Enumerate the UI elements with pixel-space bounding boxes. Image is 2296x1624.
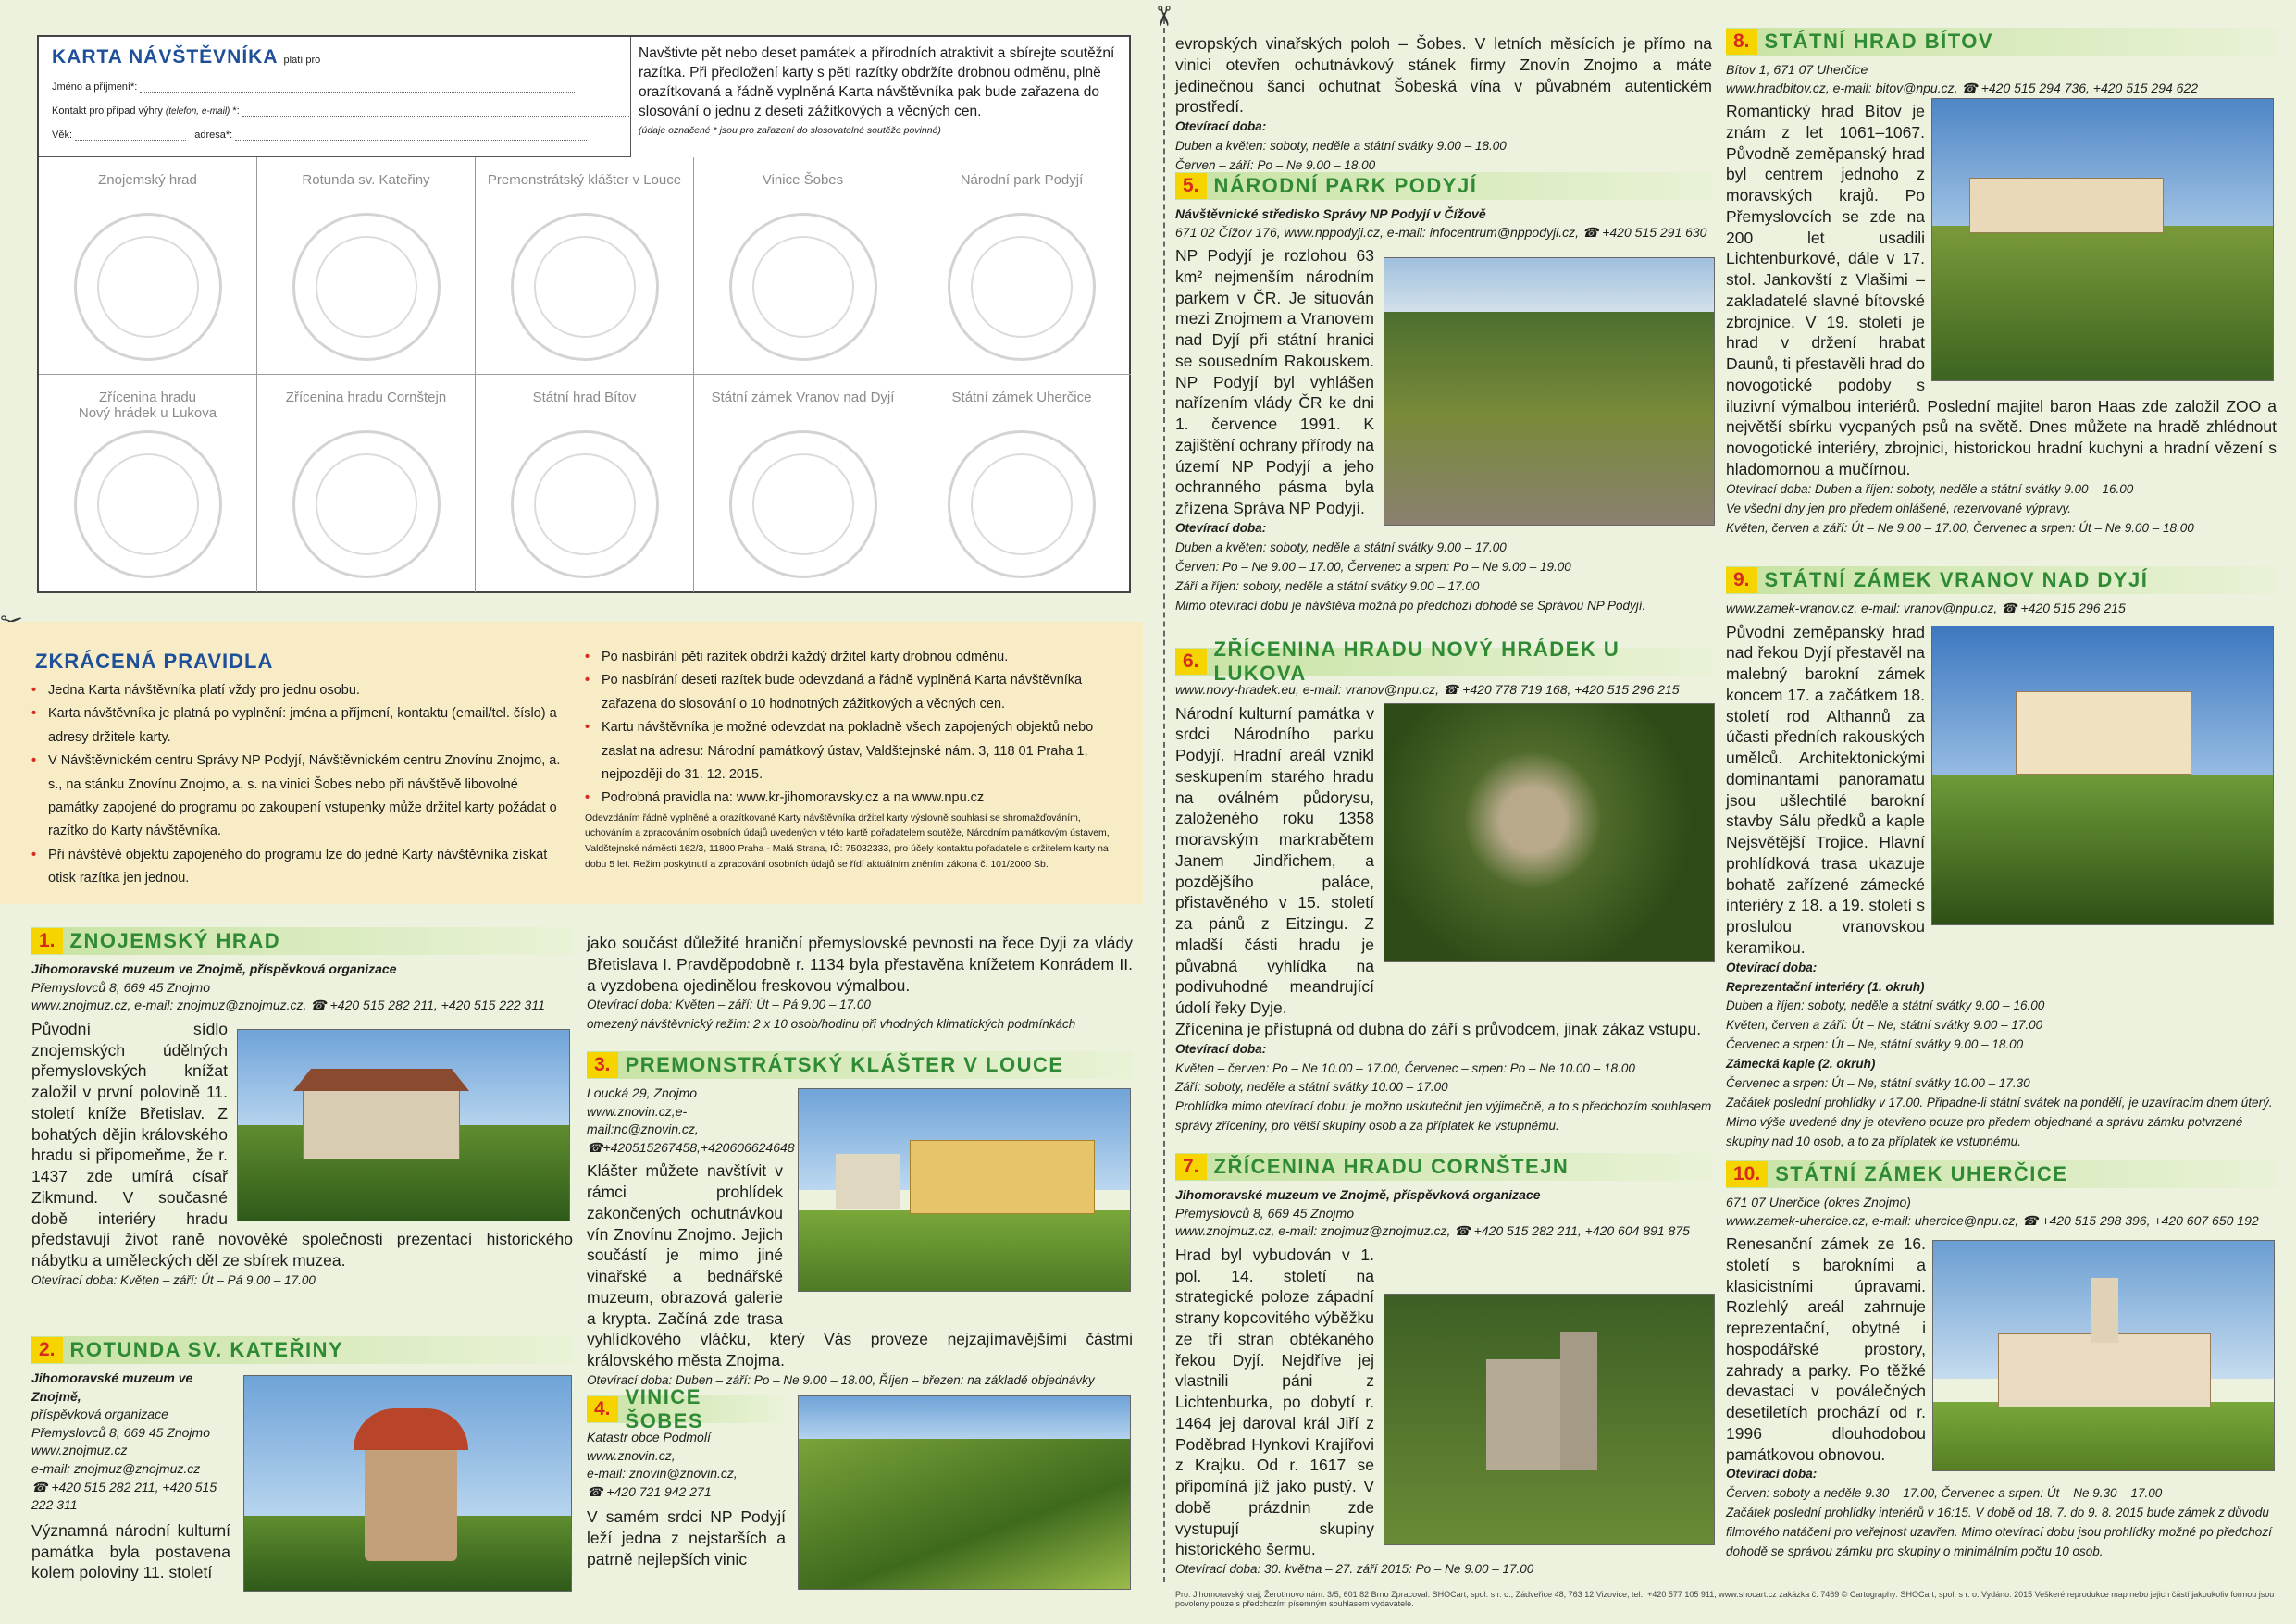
stamp-label: Vinice Šobes [762,172,844,188]
description: V samém srdci NP Podyjí leží jedna z nejstarších a patrně nejlepších vinic [587,1507,786,1568]
opening-hours: Otevírací doba: Duben – září: Po – Ne 9.00 – 18.00, Říjen – březen: na základě objednávky [587,1372,1095,1387]
hours-line: Začátek poslední prohlídky v 17.00. Připadne-li státní svátek na pondělí, je uzavíracím dnem úterý. Mimo výše uvedené dny je otevřeno pouze pro předem objednané a správu zámku potvrzené skupiny nad 10 osob, a to za příplatek ke vstupnému. [1726,1096,2273,1148]
phone: ☎ +420 721 942 271 [587,1483,712,1499]
photo-vranov [1931,626,2274,925]
hours-line: Září a říjen: soboty, neděle a státní svátky 9.00 – 17.00 [1175,578,1480,593]
opening-hours: Otevírací doba: Květen – září: Út – Pá 9.00 – 17.00 [587,998,871,1012]
intro-text: Navštivte pět nebo deset památek a přírodních atraktivit a sbírejte soutěžní razítka. Při předložení karty s pěti razítky obdržíte drobnou odměnu, plně orazítkovaná a řádně vyplněná Karta návštěvníka pak bude zařazena do slosování o jednu z deseti zážitkových a věcných cen. [639,45,1115,119]
hours-line: Zámecká kaple (2. okruh) [1726,1057,1876,1072]
stamp-icon [292,213,441,361]
stamp-box[interactable] [694,157,912,375]
stamp-box[interactable] [476,157,694,375]
address: Loucká 29, Znojmo [587,1085,698,1100]
hours-line: Červen: Po – Ne 9.00 – 17.00, Červenec a srpen: Po – Ne 9.00 – 19.00 [1175,559,1571,574]
opening-note: omezený návštěvnický režim: 2 x 10 osob/hodinu při vhodných klimatických podmínkách [587,1017,1076,1032]
section-title [1175,172,1712,200]
rule-item: • Kartu návštěvníka je možné odevzdat na pokladně všech zapojených objektů nebo zaslat na adresu: Národní památkový ústav, Valdštejnské nám. 3, 118 01 Praha 1, nejpozději do 31. 12. 2015. [585,716,1129,787]
section-name: NÁRODNÍ PARK PODYJÍ [1213,174,1478,197]
section-name: VINICE ŠOBES [625,1385,704,1432]
photo-novy-hradek [1384,703,1715,962]
description-text: Romantický hrad Bítov je znám z let 1061–1067. Původně zeměpanský hrad byl centrem jednoho z moravských krajů. Po Přemyslovcích se zde na 200 let usadili Lichtenburkové, dále v 17. stol. Jankovští z Vlašimi – zakladatelé slavné bítovské zbrojnice. V 19. století je hrad v držení hrabat Daunů, ti přestavěli hrad do novogotické podoby s iluzivní výmalbou interiérů. Poslední majitel baron Haas zde založil ZOO a největší sbírku vycpaných psů na světě. Dnes můžete na hradě zhlédnout novogotické interiéry, zbrojnici, historickou hradní kuchyni a hradní vězení s hladomornou a mučírnou. [1726,102,2277,478]
stamp-label: Zřícenina hradu Cornštejn [285,390,447,405]
section-number: 8. [1726,29,1757,55]
org-text: Jihomoravské muzeum ve Znojmě, [31,1370,193,1404]
stamp-label: Státní hrad Bítov [532,390,637,405]
stamp-label: Státní zámek Uherčice [951,390,1092,405]
website-link[interactable]: www.znovin.cz, [587,1447,676,1463]
stamp-grid [39,157,1131,592]
photo-znojemsky-hrad [237,1029,570,1221]
address: Přemyslovců 8, 669 45 Znojmo [31,1424,210,1440]
stamp-icon [74,213,222,361]
stamp-box[interactable] [257,157,476,375]
photo-klaster [798,1088,1131,1292]
section-number: 6. [1175,649,1207,675]
section-name: STÁTNÍ HRAD BÍTOV [1764,30,1994,53]
card-title-suffix: platí pro [283,55,321,66]
photo-uhercice [1932,1240,2275,1471]
website-link[interactable]: www.znojmuz.cz [31,1443,128,1458]
rule-item: • Podrobná pravidla na: www.kr-jihomoravsky.cz a na www.npu.cz [585,787,1129,810]
rules-panel [0,622,1143,904]
email-link[interactable]: e-mail: znojmuz@znojmuz.cz [31,1460,201,1476]
age-label: Věk: [52,130,73,141]
section-title [31,927,573,955]
org-text: Návštěvnické středisko Správy NP Podyjí v Čížově [1175,206,1486,221]
age-address-field[interactable] [52,130,617,141]
contact-hint: (telefon, e-mail) [165,106,230,117]
visitor-card [37,35,1131,593]
phone: ☎+420515267458,+420606624648 [587,1139,795,1155]
stamp-box[interactable] [39,375,257,592]
opening-hours [1175,118,1712,176]
scissors-icon: ✂ [1148,4,1179,29]
hours-line: Červenec a srpen: Út – Ne, státní svátky 9.00 – 18.00 [1726,1037,2024,1052]
address: Katastr obce Podmolí [587,1430,711,1444]
opening-hours [1726,1465,2277,1562]
org-type: příspěvková organizace [31,1407,168,1422]
hours-line: Začátek poslední prohlídky interiérů v 16:15. V době od 18. 7. do 9. 8. 2015 bude zámek z důvodu filmového natáčení pro veřejnost uzavřen. Mimo otevírací dobu jsou prohlídky možné po předchozí dohodě se správou zámku pro skupiny o minimálním počtu 10 osob. [1726,1506,2272,1559]
contact[interactable]: www.zamek-vranov.cz, e-mail: vranov@npu.cz, ☎ +420 515 296 215 [1726,601,2126,615]
section-number: 5. [1175,173,1207,199]
contact-label: Kontakt pro případ výhry [52,105,163,117]
opening-hours [1175,1040,1712,1137]
hours-line: Květen – červen: Po – Ne 10.00 – 17.00, Červenec – srpen: Po – Ne 10.00 – 18.00 [1175,1060,1635,1075]
photo-bitov [1931,98,2274,381]
section-number: 9. [1726,567,1757,593]
description: NP Podyjí je rozlohou 63 km² nejmenším národním parkem v ČR. Je situován mezi Znojmem a Vranovem nad Dyjí při státní hranici se sousedním Rakouskem. NP Podyjí byl vyhlášen nařízením vlády ČR ke dni 1. července 1991. K zajištění ochrany přírody na území NP Podyjí a jeho ochranného pásma byla zřízena Správa NP Podyjí. [1175,246,1374,518]
section-title [1726,566,2277,594]
hours-label: Otevírací doba: [1175,119,1267,133]
name-label: Jméno a příjmení*: [52,81,138,93]
description: evropských vinařských poloh – Šobes. V letních měsících je přímo na vinici otevřen ochutnávkový stánek firmy Znovín Znojmo a máte jedinečnou šanci ochutnat Šobeská vína v půvabném autentickém prostředí. [1175,34,1712,117]
contact[interactable]: 671 02 Čížov 176, www.nppodyji.cz, e-mail: infocentrum@nppodyji.cz, ☎ +420 515 291 630 [1175,224,1707,240]
hours-line: Květen, červen a září: Út – Ne, státní svátky 9.00 – 17.00 [1726,1018,2043,1033]
description-text: Klášter můžete navštívit v rámci prohlídek zakončených ochutnávkou vín Znovínu Znojmo. Jejich součástí je mimo jiné vinařské a bednářské muzeum, obrazová galerie a krypta. Začíná zde trasa vyhlídkového vláčku, který Vás proveze nejzajímavějšími částmi královského města Znojma. [587,1161,1133,1370]
hours-line: Duben a říjen: soboty, neděle a státní svátky 9.00 – 16.00 [1726,998,2045,1013]
stamp-label: Znojemský hrad [98,172,197,188]
card-form [39,37,631,157]
rule-item: • Jedna Karta návštěvníka platí vždy pro jednu osobu. [31,679,568,702]
contact[interactable]: www.novy-hradek.eu, e-mail: vranov@npu.cz, ☎ +420 778 719 168, +420 515 296 215 [1175,682,1680,697]
contact[interactable]: www.zamek-uhercice.cz, e-mail: uhercice@npu.cz, ☎ +420 515 298 396, +420 607 650 192 [1726,1212,2259,1228]
section-number: 7. [1175,1154,1207,1180]
rule-item: • Při návštěvě objektu zapojeného do programu lze do jedné Karty návštěvníka získat otisk razítka jen jednou. [31,844,568,891]
opening-hours [1726,480,2277,539]
stamp-label: Státní zámek Vranov nad Dyjí [711,390,895,405]
hours-line: Červenec a srpen: Út – Ne, státní svátky 10.00 – 17.30 [1726,1076,2030,1091]
description-text: Původní sídlo znojemských údělných přemyslovských knížat založil v první polovině 11. století kníže Břetislav. Z bohatých dějin královského hradu si připomeňme, že r. 1437 zde umírá císař Zikmund. V současné době interiéry hradu představují život raně novověké společnosti prezentací historického nábytku a uměleckých děl ze sbírek muzea. [31,1019,573,1271]
hours-label: Otevírací doba: [1726,960,1818,974]
hours-line: Září: soboty, neděle a státní svátky 10.00 – 17.00 [1175,1080,1448,1095]
section-title [1175,638,1712,685]
section-name: ZNOJEMSKÝ HRAD [69,929,281,952]
org-text: Jihomoravské muzeum ve Znojmě, příspěvková organizace [1175,1187,1541,1202]
stamp-label: Rotunda sv. Kateřiny [302,172,430,188]
rules-title: ZKRÁCENÁ PRAVIDLA [35,650,274,673]
hours-line: Červen: soboty a neděle 9.30 – 17.00, Červenec a srpen: Út – Ne 9.30 – 17.00 [1726,1486,2163,1501]
card-title: KARTA NÁVŠTĚVNÍKA [52,46,279,68]
opening-hours: Otevírací doba: 30. května – 27. září 2015: Po – Ne 9.00 – 17.00 [1175,1562,1534,1577]
hours-label: Otevírací doba: [1726,1467,1818,1481]
section-number: 3. [587,1052,618,1078]
contact[interactable]: www.znojmuz.cz, e-mail: znojmuz@znojmuz.cz, ☎ +420 515 282 211, +420 604 891 875 [1175,1223,1690,1239]
stamp-box[interactable] [257,375,476,592]
section-name: ZŘÍCENINA HRADU NOVÝ HRÁDEK U LUKOVA [1213,638,1620,685]
rule-item: • V Návštěvnickém centru Správy NP Podyjí, Návštěvnickém centru Znovínu Znojmo, a. s., na stánku Znovínu Znojmo, a. s. na vinici Šobes nebo při návštěvě libovolné památky zapojené do programu po zakoupení vstupenky může držitel karty požádat o razítko do Karty návštěvníka. [31,750,568,844]
stamp-icon [948,430,1096,578]
stamp-label: Zřícenina hradu Nový hrádek u Lukova [78,390,217,421]
contact[interactable]: www.znojmuz.cz, e-mail: znojmuz@znojmuz.cz, ☎ +420 515 282 211, +420 515 222 311 [31,998,545,1013]
section-title [1726,28,2277,56]
photo-np-podyji [1384,257,1715,526]
org [31,961,573,979]
photo-cornstejn [1384,1294,1715,1545]
vinice-continued [1175,33,1712,176]
stamp-label: Premonstrátský klášter v Louce [487,172,682,188]
contact-field[interactable]: Kontakt pro případ výhry (telefon, e-mail) *: [52,105,617,117]
stamp-label: Národní park Podyjí [960,172,1084,188]
address: Přemyslovců 8, 669 45 Znojmo [1175,1205,1354,1221]
section-name: PREMONSTRÁTSKÝ KLÁŠTER V LOUCE [625,1053,1064,1076]
hours-line: Ve všední dny jen pro předem ohlášené, rezervované výpravy. [1726,501,2071,515]
hours-line: Reprezentační interiéry (1. okruh) [1726,979,1925,994]
section-title [587,1385,783,1432]
address: 671 07 Uherčice (okres Znojmo) [1726,1195,1911,1209]
hours-label: Otevírací doba: [1175,1041,1267,1056]
section-number: 1. [31,928,63,954]
fold-line [1163,19,1165,1582]
rule-item: • Po nasbírání pěti razítek obdrží každý držitel karty drobnou odměnu. [585,646,1129,669]
section-number: 2. [31,1337,63,1363]
intro-note: (údaje označené * jsou pro zařazení do slosovatelné soutěže povinné) [639,124,941,136]
stamp-box[interactable] [912,375,1131,592]
hours-line: Mimo otevírací dobu je návštěva možná po předchozí dohodě se Správou NP Podyjí. [1175,598,1646,613]
description-text: Původní zeměpanský hrad nad řekou Dyjí přestavěl na malebný barokní zámek koncem 17. a začátkem 18. století rod Althannů za účasti předních rakouských umělců. Architektonickými dominantami panoramatu jsou ušlechtilé barokní stavby Sálu předků a kaple Nejsvětější Trojice. Hlavní prohlídková trasa ukazuje bohatě zařízené zámecké interiéry z 18. a 19. století s proslulou vranovskou keramikou. [1726,622,1925,957]
hours-line: Červen – září: Po – Ne 9.00 – 18.00 [1175,157,1376,172]
description: Renesanční zámek ze 16. století s barokními a klasicistními úpravami. Rozlehlý areál zahrnuje reprezentační, obytné i hospodářské prostory, zahrady a parky. Po těžké devastaci v poválečných desetiletích prochází od r. 1996 dlouhodobou památkovou obnovou. [1726,1234,1926,1464]
email-link[interactable]: e-mail: znovin@znovin.cz, [587,1466,738,1481]
website-link[interactable]: www.znovin.cz,e-mail:nc@znovin.cz, [587,1103,699,1137]
rotunda-continued [587,933,1133,1035]
section-title [587,1051,1133,1079]
card-intro [639,44,1129,137]
address-label: adresa*: [194,130,233,141]
photo-rotunda [243,1375,572,1592]
section-name: ROTUNDA SV. KATEŘINY [69,1338,344,1361]
address: Bítov 1, 671 07 Uherčice [1726,62,1868,77]
photo-vinice [798,1395,1131,1590]
stamp-icon [292,430,441,578]
stamp-box[interactable] [476,375,694,592]
org-text: Jihomoravské muzeum ve Znojmě, příspěvková organizace [31,961,397,976]
access-note: Zřícenina je přístupná od dubna do září s průvodcem, jinak zákaz vstupu. [1175,1019,1702,1038]
rule-item: • Po nasbírání deseti razítek bude odevzdaná a řádně vyplněná Karta návštěvníka zařazena do slosování o 10 hodnotných zážitkových a věcných cen. [585,669,1129,716]
section-title [31,1336,573,1364]
hours-line: Květen, červen a září: Út – Ne 9.00 – 17.00, Červenec a srpen: Út – Ne 9.00 – 18.00 [1726,520,2194,535]
hours-label: Otevírací doba: [1175,520,1267,535]
section-name: ZŘÍCENINA HRADU CORNŠTEJN [1213,1155,1570,1178]
phone: ☎ +420 515 282 211, +420 515 222 311 [31,1479,217,1513]
stamp-icon [511,213,659,361]
stamp-icon [729,430,877,578]
hours-line: Prohlídka mimo otevírací dobu: je možno uskutečnit jen výjimečně, a to s předchozím souhlasem správy zříceniny, pro větší skupiny osob a za příplatek ke vstupnému. [1175,1099,1712,1134]
footer-credits: Pro: Jihomoravský kraj, Žerotínovo nám. 3/5, 601 82 Brno Zpracoval: SHOCart, spol. s r. o., Zádveřice 48, 763 12 Vizovice, tel.: +420 577 105 911, www.shocart.cz zakázka č. 7469 © Cartography: SHOCart, spol. s r. o. Vydáno: 2015 Veškeré reprodukce map nebo jejich částí jakoukoliv formou jsou povoleny pouze s předchozím písemným souhlasem vydavatele. [1175,1590,2275,1608]
section-name: STÁTNÍ ZÁMEK VRANOV NAD DYJÍ [1764,568,2149,591]
section-title [1726,1160,2277,1188]
opening-hours [1726,959,2277,1152]
stamp-icon [729,213,877,361]
description: jako součást důležité hraniční přemyslovské pevnosti na řece Dyji za vlády Břetislava I. Pravděpodobně r. 1134 byla přestavěna knížetem Konrádem II. a vyzdobena ojedinělou freskovou výmalbou. [587,934,1133,995]
description: Národní kulturní památka v srdci Národního parku Podyjí. Hradní areál vznikl seskupením starého hradu na oválném půdorysu, založeného roku 1358 moravským markrabětem Janem Jindřichem, a pozdějšího paláce, přistavěného v 15. století za pánů z Eitzingu. Z mladší části hradu je půvabná vyhlídka na podivuhodné meandrující údolí řeky Dyje. [1175,703,1374,1018]
stamp-icon [511,430,659,578]
rule-item: • Karta návštěvníka je platná po vyplnění: jména a příjmení, kontaktu (email/tel. číslo) a adresy držitele karty. [31,702,568,750]
section-number: 10. [1726,1161,1768,1187]
org [31,1370,230,1406]
rules-left [31,679,568,890]
section-number: 4. [587,1396,618,1422]
stamp-icon [948,213,1096,361]
hours-line: Otevírací doba: Duben a říjen: soboty, neděle a státní svátky 9.00 – 16.00 [1726,481,2134,496]
rules-fine-print: Odevzdáním řádně vyplněné a orazítkované Karty návštěvníka držitel karty výslovně souhlasí se shromažďováním, uchováním a zpracováním osobních údajů uvedených v této kartě pořadatelem soutěže, Národním památkovým ústavem, Valdštejnské náměstí 162/3, 11800 Praha - Malá Strana, IČ: 75032333, pro účely kontaktu pořadatele s držitelem karty na dobu 5 let. Režim poskytnutí a zpracování osobních údajů se řídí aktuálním zněním zákona č. 101/2000 Sb. [585,812,1110,871]
description: Hrad byl vybudován v 1. pol. 14. století na strategické poloze západní strany kopcovitého výběžku ze tří stran obtékaného řekou Dyjí. Nejdříve jej vlastnili páni z Lichtenburka, po dobytí r. 1464 jej daroval král Jiří z Poděbrad Hynkovi Krajířovi z Krajku. Od r. 1617 se připomíná již jako pustý. V době prázdnin zde vystupují skupiny historického šermu. [1175,1245,1374,1559]
stamp-box[interactable] [912,157,1131,375]
address: Přemyslovců 8, 669 45 Znojmo [31,979,210,995]
name-field[interactable] [52,81,617,93]
stamp-box[interactable] [694,375,912,592]
opening-hours [1175,519,1712,616]
description: Významná národní kulturní památka byla postavena kolem poloviny 11. století [31,1520,230,1582]
rules-right [585,646,1129,873]
opening-hours: Otevírací doba: Květen – září: Út – Pá 9.00 – 17.00 [31,1272,316,1287]
stamp-icon [74,430,222,578]
contact[interactable]: www.hradbitov.cz, e-mail: bitov@npu.cz, ☎ +420 515 294 736, +420 515 294 622 [1726,80,2199,95]
section-title [1175,1153,1712,1181]
hours-line: Duben a květen: soboty, neděle a státní svátky 9.00 – 17.00 [1175,539,1507,554]
section-name: STÁTNÍ ZÁMEK UHERČICE [1775,1162,2068,1185]
hours-line: Duben a květen: soboty, neděle a státní svátky 9.00 – 18.00 [1175,138,1507,153]
stamp-box[interactable] [39,157,257,375]
